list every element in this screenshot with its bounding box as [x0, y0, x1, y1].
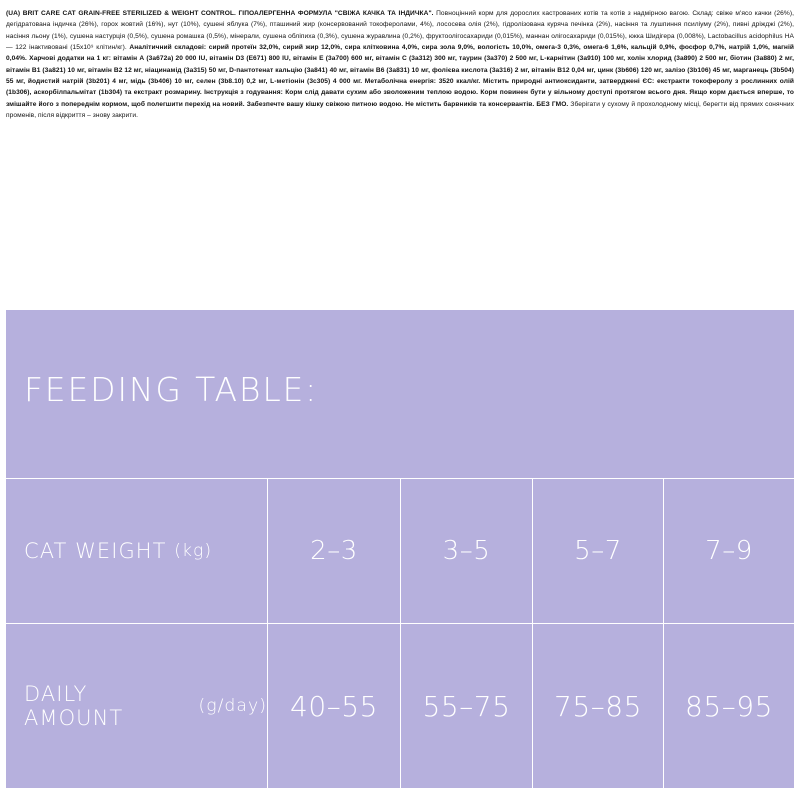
cat-weight-value-4: 7–9 — [664, 478, 794, 623]
analytical-constituents: Аналітичний складові: сирий протеїн 32,0%, сирий жир 12,0%, сира клітковина 4,0%, сира зола 9,0%, вологість 10,0%, омега-3 0,3%, омега-6 1,6%, кальцій 0,9%, фосфор 0,7%, натрій 1,0%, магній 0,04%. — [6, 43, 794, 63]
cat-weight-value-1: 2–3 — [268, 478, 401, 623]
storage-instructions: Зберігати у сухому й прохолодному місці, берегти від прямих сонячних променів, після відкриття – знову закрити. — [6, 100, 794, 119]
metabolic-energy: Метаболічна енергія: 3520 ккал/кг. Містить природні антиоксиданти, затверджені ЄС: екстракти токоферолу з рослинних олій (1b306), аскорбілпальмітат (1b304) та екстракт розмарину. — [6, 77, 794, 97]
product-title: BRIT CARE CAT GRAIN-FREE STERILIZED & WEIGHT CONTROL. ГІПОАЛЕРГЕННА ФОРМУЛА "СВІЖА КАЧКА ТА ІНДИЧКА". — [22, 10, 434, 17]
daily-amount-label: DAILY AMOUNT — [24, 682, 124, 730]
feeding-instructions: Інструкція з годування: Корм слід давати сухим або зволоженим теплою водою. Корм повинен бути у вільному доступі протягом всього дня. Якщо корм дається вперше, то змішайте його з попереднім кормом, щоб полегшити перехід на новий. Забезпечте вашу кішку свіжою питною водою. — [6, 89, 794, 108]
product-heading: (UA) — [6, 10, 21, 17]
composition-paragraph-0 — [6, 8, 794, 121]
nutritional-additives: Харчові додатки на 1 кг: вітамін А (3a672a) 20 000 IU, вітамін D3 (E671) 800 IU, вітамін Е (3a700) 600 мг, вітамін С (3a312) 300 мг, таурин (3a370) 2 500 мг, L-карнітин (3a910) 100 мг, холін хлорид (3a890) 2 500 мг, біотин (3a880) 2 мг, вітамін В1 (3a821) 10 мг, вітамін В2 12 мг, ніацинамід (3a315) 50 мг, D-пантотенат кальцію (3a841) 40 мг, вітамін В6 (3a831) 10 мг, фолієва кислота (3a316) 2 мг, вітамін В12 0,04 мг, цинк (3b606) 120 мг, залізо (3b106) 45 мг, марганець (3b504) 55 мг, йодистий натрій (3b201) 4 мг, мідь (3b406) 10 мг, селен (3b8.10) 0,2 мг, L-метіонін (3c305) 4 000 мг. — [6, 55, 794, 85]
cat-weight-unit: (kg) — [174, 541, 213, 561]
daily-amount-unit: (g/day) — [198, 696, 267, 716]
composition-text-block — [6, 8, 794, 122]
cat-weight-value-3: 5–7 — [533, 478, 664, 623]
composition-body-0: Повноцінний корм для дорослих кастрованих котів та котів з надмірною вагою. Склад: свіже м'ясо качки (26%), дегідратована індичка (26%), горох жовтий (16%), нут (10%), сушені яблука (7%), пташиний жир (консервований токоферолами, 4%), лососева олія (2%), гідролізована куряча печінка (2%), насіння та лушпиння псиліуму (2%), пивні дріжджі (2%), насіння льону (1%), сушена настурція (0,5%), сушена ромашка (0,5%), мінерали, сушена обліпиха (0,3%), сушена журавлина (0,2%), фруктоолігосахариди (0,015%), маннан олігосахариди (0,015%), юкка Шидігера (0,008%), Lactobacillus acidophilus HA — 122 інактивовані (15х10⁹ клітин/кг). — [6, 10, 794, 51]
no-additives-claim: Не містить барвників та консервантів. БЕЗ ГМО. — [405, 100, 569, 108]
cat-weight-value-2: 3–5 — [401, 478, 533, 623]
daily-amount-value-2: 55–75 — [401, 623, 533, 788]
daily-amount-value-4: 85–95 — [664, 623, 794, 788]
feeding-table-grid — [6, 478, 794, 788]
table-row-label-daily-amount — [6, 623, 268, 788]
table-row-label-cat-weight — [6, 478, 268, 623]
cat-weight-label: CAT WEIGHT — [24, 539, 167, 563]
feeding-table-panel — [6, 310, 794, 788]
daily-amount-value-3: 75–85 — [533, 623, 664, 788]
daily-amount-value-1: 40–55 — [268, 623, 401, 788]
feeding-table-title: FEEDING TABLE: — [24, 370, 319, 409]
